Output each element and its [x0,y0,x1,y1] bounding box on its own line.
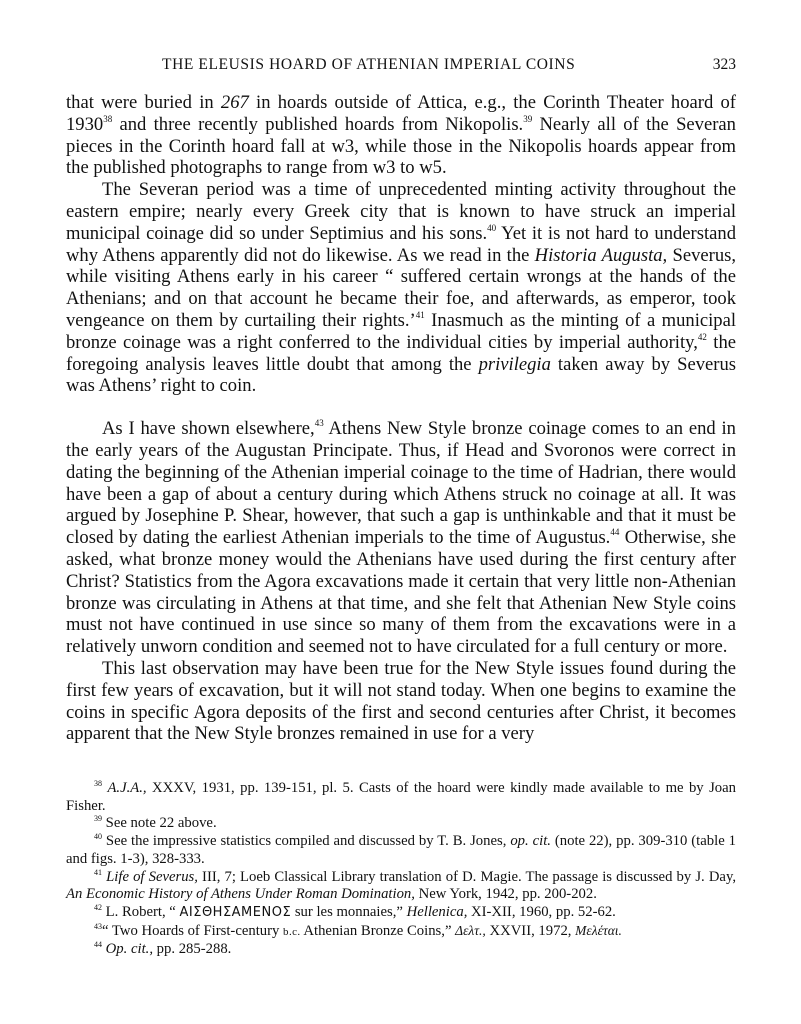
body-text [66,92,736,745]
text-run: Inasmuch as the minting of a municipal bronze coinage was a right conferred to the individual cities by imperial authority, [66,309,736,353]
text-run: op. cit. [510,833,551,850]
text-run: sur les monnaies,” [291,903,407,920]
footnote-ref-43[interactable]: 43 [314,418,324,429]
text-run: Otherwise, she asked, what bronze money would the Athenians have used during the first century after Christ? Statistics from the Agora excavations made it certain that very little non-Athenian bronze was circulating in Athens at that time, and she felt that Athenian New Style coins must not have continued in use since so many of them from the excavations were in a relatively unworn condition and seemed not to have circulated for a full century or more. [66,527,737,658]
text-run: XXVII, 1972, [485,922,576,939]
text-run: A.J.A., [107,780,147,796]
footnote-number: 41 [94,867,102,877]
text-run: that were buried in [66,92,221,113]
text-run: Athens New Style bronze coinage comes to an end in the early years of the Augustan Principate. Thus, if Head and Svoronos were correct in dating the beginning of the Athenian imperial coinage to the time of Hadrian, there would have been a gap of about a century during which Athens struck no coinage at all. It was argued by Josephine P. Shear, however, that such a gap is unthinkable and that it must be closed by dating the earliest Athenian imperials to the time of Augustus. [66,418,736,549]
paragraph-4 [66,658,736,745]
text-run: New York, 1942, pp. 200-202. [414,886,597,903]
text-run: See the impressive statistics compiled and discussed by T. B. Jones, [102,833,511,850]
paragraph-1 [66,92,736,179]
footnote-38 [66,780,736,815]
footnote-40 [66,833,736,868]
text-run: Yet it is not hard to understand why Athens apparently did not do likewise. As we read in the [66,222,736,266]
footnote-39 [66,815,736,833]
footnote-ref-42[interactable]: 42 [697,331,707,342]
text-run: pp. 285-288. [153,941,232,958]
text-run: This last observation may have been true for the New Style issues found during the first few years of excavation, but it will not stand today. When one begins to examine the coins in specific Agora deposits of the first and second centuries after Christ, it becomes apparent that the New Style bronzes remained in use for a very [66,657,736,745]
text-run: (note 22), pp. 309-310 (table 1 and figs. 1-3), 328-333. [66,833,736,867]
text-run: Op. cit., [105,941,153,958]
text-run: III, 7; Loeb Classical Library translation of D. Magie. The passage is discussed by J. Day, [197,868,736,885]
greek-abbrev: Δελτ., [455,922,486,938]
footnote-number: 44 [94,940,102,950]
text-run: XI-XII, 1960, pp. 52-62. [467,903,616,920]
footnote-number: 40 [94,832,102,842]
text-run: Nearly all of the Severan pieces in the Corinth hoard fall at w3, while those in the Nikopolis hoards appear from the published photographs to range from w3 to w5. [66,113,736,179]
running-header [66,56,736,80]
paragraph-3 [66,418,736,658]
footnote-41 [66,869,736,904]
footnote-number: 43 [94,921,102,931]
footnote-number: 39 [94,814,102,824]
footnote-44 [66,941,736,959]
small-caps-text: b.c. [283,925,301,938]
footnote-number: 38 [94,779,102,788]
text-run: The Severan period was a time of unprecedented minting activity throughout the eastern empire; nearly every Greek city that is known to have struck an imperial municipal coinage did so under Septimius and his sons. [66,179,736,244]
text-run: in hoards outside of Attica, e.g., the Corinth Theater hoard of 1930 [66,92,736,135]
footnote-ref-38[interactable]: 38 [103,113,113,124]
footnote-ref-39[interactable]: 39 [523,113,533,124]
text-run: XXXV, 1931, pp. 139-151, pl. 5. Casts of the hoard were kindly made available to me by Joan Fisher. [66,780,736,814]
text-run: privilegia [478,353,551,375]
footnote-42 [66,904,736,922]
text-run: L. Robert, “ [102,903,180,920]
footnote-ref-40[interactable]: 40 [487,222,497,233]
footnote-number: 42 [94,902,102,912]
text-run: As I have shown elsewhere, [102,418,315,440]
text-run: “ Two Hoards of First-century [102,922,284,939]
greek-abbrev: Μελέται. [575,922,622,938]
text-run: Hellenica, [406,903,468,920]
text-run: Life of Severus, [106,868,198,885]
text-run: taken away by Severus was Athens’ right to coin. [66,353,736,397]
text-run: the foregoing analysis leaves little doubt that among the [66,331,736,375]
text-run: Historia Augusta, [534,244,668,266]
text-run: 267 [220,92,249,113]
footnotes [66,780,736,959]
greek-word: ΑΙΣΘΗΣΑΜΕΝΟΣ [179,904,292,920]
running-title: THE ELEUSIS HOARD OF ATHENIAN IMPERIAL COINS [162,56,576,73]
page-number: 323 [712,56,736,73]
text-run: Severus, while visiting Athens early in his career “ suffered certain wrongs at the hands of the Athenians; and on that account he became their foe, and afterwards, as emperor, took vengeance on them by curtailing their rights.’ [66,244,736,331]
text-run: See note 22 above. [102,815,217,832]
text-run: Athenian Bronze Coins,” [300,922,456,939]
text-run: An Economic History of Athens Under Roman Domination, [66,886,415,903]
text-run: and three recently published hoards from Nikopolis. [112,113,524,135]
footnote-ref-44[interactable]: 44 [610,527,620,538]
paragraph-2 [66,179,736,397]
footnote-43 [66,922,736,942]
footnote-ref-41[interactable]: 41 [415,309,425,320]
